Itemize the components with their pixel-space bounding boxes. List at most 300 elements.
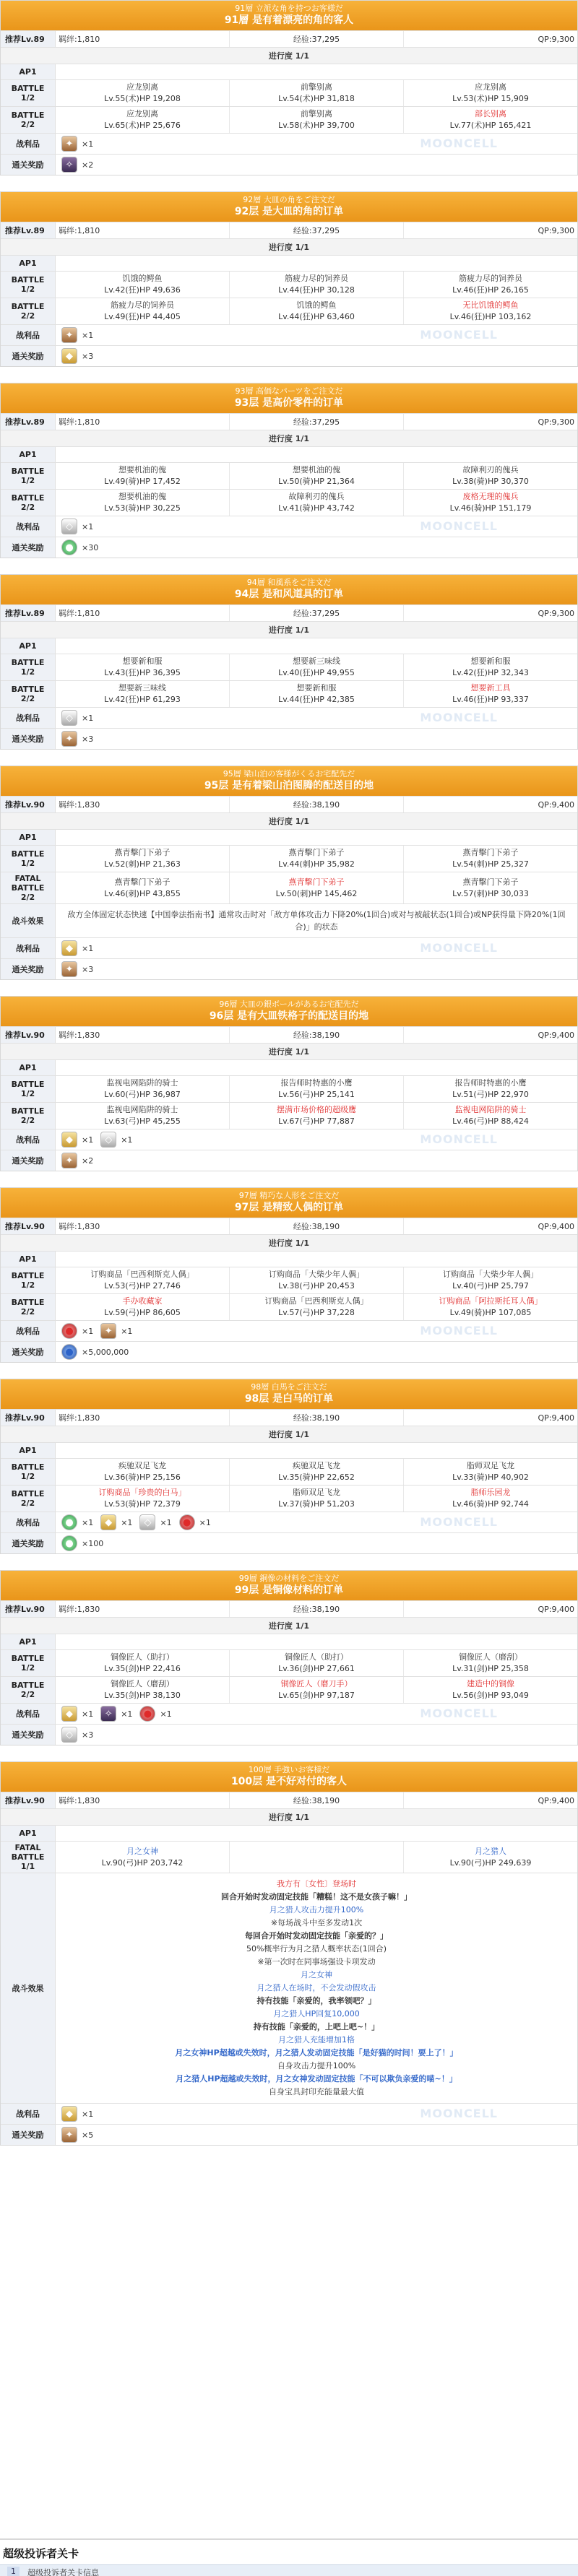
item-quantity: ×1 bbox=[121, 1135, 133, 1145]
drop-label: 战利品 bbox=[1, 325, 56, 345]
enemy-name: 筋疲力尽的饲养员 bbox=[111, 300, 174, 310]
battle-row bbox=[1, 489, 577, 516]
skill-line: 月之猎人HP超越或失效时，月之女神发动固定技能「不可以欺负亲爱的喵~！」 bbox=[176, 2074, 457, 2083]
item-icon[interactable]: ◇ bbox=[100, 1132, 116, 1148]
item-icon[interactable]: ✧ bbox=[61, 157, 77, 173]
enemy-cell[interactable] bbox=[404, 490, 577, 516]
skill-line: 月之猎人攻击力提升100% bbox=[269, 1905, 364, 1914]
floor-header bbox=[1, 575, 577, 604]
floor-title-cn: 96层 是有大皿铁格子的配送目的地 bbox=[209, 1010, 369, 1022]
enemy-cell[interactable] bbox=[230, 1076, 404, 1102]
enemy-name: 想要新和服 bbox=[470, 656, 511, 666]
enemy-stats: Lv.63(弓)HP 45,255 bbox=[104, 1116, 181, 1126]
battle-label bbox=[1, 107, 56, 133]
enemy-cell[interactable] bbox=[404, 107, 577, 133]
enemy-stats: Lv.35(剑)HP 22,416 bbox=[104, 1664, 181, 1673]
enemy-cell[interactable] bbox=[56, 1459, 230, 1485]
item-quantity: ×1 bbox=[82, 943, 94, 953]
enemy-cell[interactable] bbox=[404, 1650, 577, 1676]
ap-label: AP1 bbox=[1, 1060, 56, 1075]
enemy-name: 燕青擊门下弟子 bbox=[288, 848, 345, 857]
item-quantity: ×1 bbox=[82, 1517, 94, 1527]
enemy-cells bbox=[56, 107, 577, 133]
enemy-cell[interactable] bbox=[230, 1650, 404, 1676]
info-row bbox=[1, 1218, 577, 1234]
drop-row bbox=[1, 937, 577, 958]
enemy-stats: Lv.46(狂)HP 103,162 bbox=[449, 312, 532, 321]
enemy-stats: Lv.51(弓)HP 22,970 bbox=[452, 1090, 529, 1099]
bond-value: 羁绊:1,830 bbox=[56, 797, 230, 812]
drop-items bbox=[56, 1321, 577, 1341]
item-quantity: ×1 bbox=[82, 2109, 94, 2119]
progress-text: 进行度 1/1 bbox=[1, 813, 577, 829]
enemy-cell[interactable] bbox=[230, 654, 404, 680]
battle-wave: 2/2 bbox=[20, 1307, 35, 1317]
ap-row bbox=[1, 446, 577, 462]
progress-text: 进行度 1/1 bbox=[1, 1235, 577, 1251]
battle-wave: 2/2 bbox=[20, 503, 35, 512]
enemy-cells bbox=[56, 1486, 577, 1512]
clear-label: 通关奖励 bbox=[1, 1150, 56, 1171]
enemy-cell[interactable] bbox=[56, 872, 230, 903]
enemy-cell[interactable] bbox=[56, 298, 230, 324]
clear-row bbox=[1, 1341, 577, 1362]
ap-label: AP1 bbox=[1, 1634, 56, 1649]
enemy-cell[interactable] bbox=[230, 846, 404, 872]
enemy-cell[interactable] bbox=[230, 107, 404, 133]
floor-title-jp: 93層 高価なパーツをご注文だ bbox=[235, 386, 343, 396]
enemy-stats: Lv.49(狂)HP 44,405 bbox=[104, 312, 181, 321]
enemy-cell[interactable] bbox=[404, 1103, 577, 1129]
drop-row bbox=[1, 1129, 577, 1150]
enemy-stats: Lv.31(剑)HP 25,358 bbox=[452, 1664, 529, 1673]
enemy-stats: Lv.36(骑)HP 25,156 bbox=[104, 1473, 181, 1482]
enemy-stats: Lv.36(剑)HP 27,661 bbox=[278, 1664, 355, 1673]
battle-row bbox=[1, 271, 577, 298]
drop-label: 战利品 bbox=[1, 708, 56, 728]
enemy-cell[interactable] bbox=[404, 1267, 577, 1293]
clear-label: 通关奖励 bbox=[1, 1533, 56, 1553]
item-quantity: ×5 bbox=[82, 2130, 94, 2140]
exp-value: 经验:37,295 bbox=[230, 31, 404, 47]
enemy-stats: Lv.50(骑)HP 21,364 bbox=[278, 477, 355, 486]
enemy-cell[interactable] bbox=[230, 80, 404, 106]
enemy-stats: Lv.46(刺)HP 43,855 bbox=[104, 888, 181, 898]
drop-label: 战利品 bbox=[1, 1512, 56, 1532]
enemy-stats: Lv.41(骑)HP 43,742 bbox=[278, 503, 355, 513]
ap-cells bbox=[56, 1634, 577, 1649]
battle-row bbox=[1, 845, 577, 872]
skill-line: 月之女神 bbox=[301, 1970, 332, 1979]
item-icon[interactable]: ◇ bbox=[139, 1514, 155, 1530]
enemy-cell[interactable] bbox=[230, 463, 404, 489]
next-section-num: 1 bbox=[7, 2567, 20, 2576]
enemy-cell[interactable] bbox=[230, 1294, 404, 1320]
floor-section bbox=[0, 766, 578, 980]
recommended-level: 推荐Lv.89 bbox=[1, 414, 56, 430]
item-icon[interactable]: ◆ bbox=[61, 348, 77, 364]
item-icon[interactable]: ✦ bbox=[61, 961, 77, 977]
item-icon[interactable]: ✦ bbox=[61, 2127, 77, 2143]
enemy-stats: Lv.57(弓)HP 37,228 bbox=[278, 1308, 355, 1317]
drop-row bbox=[1, 707, 577, 728]
ap-cells bbox=[56, 447, 577, 462]
enemy-name: 想要新和服 bbox=[296, 683, 337, 693]
item-icon[interactable]: ◆ bbox=[61, 1132, 77, 1148]
skill-line: 自身攻击力提升100% bbox=[277, 2061, 356, 2070]
clear-label: 通关奖励 bbox=[1, 729, 56, 749]
enemy-stats: Lv.53(术)HP 15,909 bbox=[452, 94, 529, 103]
enemy-cell[interactable] bbox=[56, 1103, 230, 1129]
item-icon[interactable]: ✦ bbox=[61, 1153, 77, 1168]
floor-header bbox=[1, 1379, 577, 1409]
floor-section bbox=[0, 1761, 578, 2146]
enemy-cells bbox=[56, 463, 577, 489]
enemy-cells bbox=[56, 1459, 577, 1485]
item-quantity: ×2 bbox=[82, 1155, 94, 1166]
enemy-name: 月之女神 bbox=[126, 1846, 158, 1856]
enemy-cell[interactable] bbox=[230, 681, 404, 707]
skill-line: 回合开始时发动固定技能「糟糕！这不是女孩子嘛！」 bbox=[221, 1892, 412, 1901]
enemy-stats: Lv.42(狂)HP 61,293 bbox=[104, 695, 181, 704]
info-cells bbox=[56, 605, 577, 621]
drop-label: 战利品 bbox=[1, 2104, 56, 2124]
mooncell-watermark: MOONCELL bbox=[420, 328, 498, 342]
qp-value: QP:9,400 bbox=[538, 1413, 574, 1423]
battle-wave: 1/2 bbox=[20, 285, 35, 294]
battle-row bbox=[1, 872, 577, 903]
enemy-name: 想要机油的傀 bbox=[118, 465, 166, 474]
drop-items bbox=[56, 1704, 577, 1724]
battle-row bbox=[1, 79, 577, 106]
info-cells bbox=[56, 1601, 577, 1617]
clear-row bbox=[1, 728, 577, 749]
floor-section bbox=[0, 1187, 578, 1363]
enemy-stats: Lv.56(剑)HP 93,049 bbox=[452, 1691, 529, 1700]
enemy-cells bbox=[56, 1650, 577, 1676]
skill-row bbox=[1, 1873, 577, 2103]
battle-label bbox=[1, 1486, 56, 1512]
enemy-cell[interactable] bbox=[404, 1677, 577, 1703]
item-icon[interactable]: ● bbox=[61, 1514, 77, 1530]
enemy-stats: Lv.44(刺)HP 35,982 bbox=[278, 859, 355, 869]
enemy-cell[interactable] bbox=[56, 1842, 230, 1873]
item-icon[interactable]: ◇ bbox=[61, 1727, 77, 1743]
info-cells bbox=[56, 414, 577, 430]
clear-label: 通关奖励 bbox=[1, 155, 56, 175]
enemy-cell[interactable] bbox=[56, 107, 230, 133]
item-quantity: ×1 bbox=[82, 1709, 94, 1719]
ap-cells bbox=[56, 1060, 577, 1075]
clear-label: 通关奖励 bbox=[1, 2125, 56, 2145]
drop-row bbox=[1, 1512, 577, 1532]
item-icon[interactable]: ◆ bbox=[100, 1514, 116, 1530]
ap-cells bbox=[56, 1826, 577, 1841]
enemy-stats: Lv.44(狂)HP 63,460 bbox=[278, 312, 355, 321]
clear-items bbox=[56, 1342, 577, 1362]
item-icon[interactable]: ◆ bbox=[61, 940, 77, 956]
item-icon[interactable]: ● bbox=[61, 1344, 77, 1360]
enemy-name: 订购商品「大柴少年人偶」 bbox=[443, 1270, 538, 1279]
enemy-cell[interactable] bbox=[404, 80, 577, 106]
battle-row bbox=[1, 106, 577, 133]
floor-title-jp: 91層 立派な角を持つお客様だ bbox=[235, 4, 343, 13]
enemy-name: 脂师双足飞龙 bbox=[467, 1461, 514, 1470]
enemy-stats: Lv.35(剑)HP 38,130 bbox=[104, 1691, 181, 1700]
info-row bbox=[1, 796, 577, 812]
clear-label: 通关奖励 bbox=[1, 346, 56, 366]
battle-wave: 1/2 bbox=[20, 1089, 35, 1098]
enemy-name: 订购商品「巴西利斯克人偶」 bbox=[90, 1270, 194, 1279]
skill-line: 持有技能「亲爱的，我率领吧？」 bbox=[256, 1996, 376, 2005]
battle-type: BATTLE bbox=[11, 1080, 45, 1089]
enemy-cell[interactable] bbox=[56, 1294, 230, 1320]
progress-row bbox=[1, 1617, 577, 1634]
enemy-cell[interactable] bbox=[404, 463, 577, 489]
battle-wave: 2/2 bbox=[20, 1116, 35, 1125]
battle-type: BATTLE bbox=[11, 110, 45, 120]
floor-title-cn: 93层 是高价零件的订单 bbox=[234, 397, 344, 409]
item-icon[interactable]: ✦ bbox=[61, 327, 77, 343]
enemy-name: 订购商品「大柴少年人偶」 bbox=[269, 1270, 364, 1279]
battle-type: BATTLE bbox=[11, 1271, 45, 1280]
enemy-cell[interactable] bbox=[230, 1103, 404, 1129]
enemy-cell[interactable] bbox=[404, 872, 577, 903]
info-cells bbox=[56, 797, 577, 812]
enemy-cell[interactable] bbox=[404, 846, 577, 872]
enemy-cell[interactable] bbox=[56, 80, 230, 106]
battle-wave: 1/2 bbox=[20, 667, 35, 677]
item-icon[interactable]: ✦ bbox=[61, 731, 77, 747]
floor-title-cn: 98层 是白马的订单 bbox=[244, 1393, 334, 1405]
enemy-stats: Lv.46(骑)HP 151,179 bbox=[449, 503, 532, 513]
item-icon[interactable]: ◆ bbox=[61, 1706, 77, 1722]
exp-value: 经验:38,190 bbox=[230, 1410, 404, 1426]
enemy-cell[interactable] bbox=[404, 272, 577, 298]
clear-row bbox=[1, 537, 577, 558]
enemy-name: 想要机油的傀 bbox=[118, 492, 166, 501]
ap-label: AP1 bbox=[1, 1443, 56, 1458]
enemy-cell[interactable] bbox=[404, 1076, 577, 1102]
enemy-cell[interactable] bbox=[56, 1650, 230, 1676]
item-icon[interactable]: ● bbox=[61, 539, 77, 555]
battle-row bbox=[1, 1458, 577, 1485]
drop-items bbox=[56, 708, 577, 728]
enemy-cell[interactable] bbox=[404, 298, 577, 324]
battle-row bbox=[1, 1267, 577, 1293]
enemy-cell[interactable] bbox=[56, 681, 230, 707]
item-quantity: ×100 bbox=[82, 1538, 104, 1548]
ap-cells bbox=[56, 638, 577, 654]
enemy-stats: Lv.65(术)HP 25,676 bbox=[104, 121, 181, 130]
clear-label: 通关奖励 bbox=[1, 1342, 56, 1362]
battle-row bbox=[1, 1075, 577, 1102]
enemy-cell[interactable] bbox=[230, 1486, 404, 1512]
enemy-cells bbox=[56, 272, 577, 298]
drop-items bbox=[56, 1129, 577, 1150]
clear-label: 通关奖励 bbox=[1, 537, 56, 558]
skill-line: 月之女神HP超越或失效时，月之猎人发动固定技能「是好猫的时间！要上了！」 bbox=[175, 2048, 458, 2057]
battle-wave: 1/2 bbox=[20, 859, 35, 868]
enemy-name: 监视电网陷阱的骑士 bbox=[106, 1105, 178, 1114]
enemy-cell[interactable] bbox=[230, 490, 404, 516]
progress-row bbox=[1, 1426, 577, 1442]
bond-value: 羁绊:1,830 bbox=[56, 1027, 230, 1043]
enemy-cell[interactable] bbox=[404, 1842, 577, 1873]
enemy-cell[interactable] bbox=[230, 272, 404, 298]
enemy-stats: Lv.52(刺)HP 21,363 bbox=[104, 859, 181, 869]
enemy-cell[interactable] bbox=[230, 1677, 404, 1703]
item-quantity: ×1 bbox=[121, 1326, 133, 1336]
info-row bbox=[1, 222, 577, 238]
skill-line: 每回合开始时发动固定技能「亲爱的？」 bbox=[245, 1931, 388, 1940]
floor-header bbox=[1, 1, 577, 30]
enemy-cell[interactable] bbox=[56, 1076, 230, 1102]
enemy-cell[interactable] bbox=[404, 1294, 577, 1320]
item-icon[interactable]: ✧ bbox=[100, 1706, 116, 1722]
item-icon[interactable]: ◇ bbox=[61, 710, 77, 726]
floor-header bbox=[1, 383, 577, 413]
enemy-cells bbox=[56, 1267, 577, 1293]
clear-row bbox=[1, 1724, 577, 1745]
clear-row bbox=[1, 154, 577, 175]
item-icon[interactable]: ✦ bbox=[61, 136, 77, 152]
enemy-cells bbox=[56, 80, 577, 106]
enemy-cell[interactable] bbox=[56, 490, 230, 516]
exp-value: 经验:37,295 bbox=[230, 414, 404, 430]
enemy-cell[interactable] bbox=[230, 1267, 404, 1293]
ap-row bbox=[1, 1442, 577, 1458]
item-icon[interactable]: ● bbox=[61, 1535, 77, 1551]
bond-value: 羁绊:1,810 bbox=[56, 31, 230, 47]
qp-value: QP:9,400 bbox=[538, 1221, 574, 1231]
recommended-level: 推荐Lv.89 bbox=[1, 222, 56, 238]
ap-label: AP1 bbox=[1, 1252, 56, 1267]
battle-type: BATTLE bbox=[11, 685, 45, 694]
battle-type: BATTLE bbox=[11, 1654, 45, 1663]
enemy-name: 饥饿的鳄鱼 bbox=[296, 300, 337, 310]
item-quantity: ×30 bbox=[82, 542, 99, 552]
floor-section bbox=[0, 191, 578, 367]
enemy-stats: Lv.44(狂)HP 42,385 bbox=[278, 695, 355, 704]
item-quantity: ×1 bbox=[121, 1517, 133, 1527]
item-icon[interactable]: ✦ bbox=[100, 1323, 116, 1339]
battle-label bbox=[1, 298, 56, 324]
enemy-cell[interactable] bbox=[404, 681, 577, 707]
progress-row bbox=[1, 1234, 577, 1251]
floor-title-jp: 92層 大皿の角をご注文だ bbox=[243, 195, 335, 204]
skill-line: 我方有〔女性〕登场时 bbox=[277, 1879, 356, 1888]
enemy-cell[interactable] bbox=[56, 463, 230, 489]
clear-row bbox=[1, 958, 577, 979]
enemy-cells bbox=[56, 654, 577, 680]
drop-label: 战利品 bbox=[1, 134, 56, 154]
battle-row bbox=[1, 462, 577, 489]
floor-title-cn: 97层 是精致人偶的订单 bbox=[234, 1202, 344, 1213]
enemy-cells bbox=[56, 490, 577, 516]
clear-items bbox=[56, 2125, 577, 2145]
recommended-level: 推荐Lv.89 bbox=[1, 31, 56, 47]
info-row bbox=[1, 1026, 577, 1043]
floor-header bbox=[1, 997, 577, 1026]
enemy-cell[interactable] bbox=[56, 654, 230, 680]
ap-row bbox=[1, 1634, 577, 1649]
item-icon[interactable]: ◇ bbox=[61, 519, 77, 534]
enemy-cell[interactable] bbox=[404, 654, 577, 680]
next-section-tab[interactable] bbox=[0, 2564, 578, 2576]
battle-wave: 2/2 bbox=[20, 311, 35, 321]
item-quantity: ×3 bbox=[82, 964, 94, 974]
floor-header bbox=[1, 766, 577, 796]
enemy-name: 铜像匠人（助打） bbox=[111, 1652, 174, 1662]
battle-type: BATTLE bbox=[11, 493, 45, 503]
floor-section bbox=[0, 383, 578, 558]
enemy-stats: Lv.37(骑)HP 51,203 bbox=[278, 1499, 355, 1509]
skill-list bbox=[56, 1873, 577, 2103]
skill-line: 月之猎人充能增加1格 bbox=[278, 2035, 355, 2044]
enemy-cell[interactable] bbox=[56, 846, 230, 872]
enemy-cell[interactable] bbox=[56, 272, 230, 298]
clear-row bbox=[1, 2124, 577, 2145]
enemy-name: 脂师乐园龙 bbox=[470, 1488, 511, 1497]
effect-label: 战斗效果 bbox=[1, 904, 56, 937]
enemy-stats: Lv.38(骑)HP 30,370 bbox=[452, 477, 529, 486]
clear-items bbox=[56, 155, 577, 175]
qp-value: QP:9,400 bbox=[538, 1604, 574, 1614]
enemy-stats: Lv.53(骑)HP 30,225 bbox=[104, 503, 181, 513]
mooncell-watermark: MOONCELL bbox=[420, 1515, 498, 1529]
enemy-cell[interactable] bbox=[230, 298, 404, 324]
enemy-stats: Lv.60(弓)HP 36,987 bbox=[104, 1090, 181, 1099]
enemy-name: 疾驰双足飞龙 bbox=[118, 1461, 166, 1470]
item-icon[interactable]: ● bbox=[179, 1514, 195, 1530]
enemy-cell[interactable] bbox=[404, 1459, 577, 1485]
skill-line: 持有技能「亲爱的，上吧上吧~！」 bbox=[253, 2022, 380, 2031]
enemy-cell[interactable] bbox=[230, 1459, 404, 1485]
enemy-cell[interactable] bbox=[230, 872, 404, 903]
enemy-name: 燕青擊门下弟子 bbox=[462, 848, 519, 857]
info-row bbox=[1, 1792, 577, 1808]
enemy-cell[interactable] bbox=[56, 1267, 230, 1293]
ap-cells bbox=[56, 256, 577, 271]
item-icon[interactable]: ● bbox=[61, 1323, 77, 1339]
battle-label bbox=[1, 1459, 56, 1485]
item-icon[interactable]: ◆ bbox=[61, 2106, 77, 2122]
enemy-cell[interactable] bbox=[56, 1486, 230, 1512]
clear-items bbox=[56, 1725, 577, 1745]
battle-type: BATTLE bbox=[11, 84, 45, 93]
battle-type: BATTLE bbox=[11, 302, 45, 311]
enemy-cell[interactable] bbox=[56, 1677, 230, 1703]
clear-items bbox=[56, 537, 577, 558]
qp-value: QP:9,400 bbox=[538, 1030, 574, 1040]
floor-header bbox=[1, 1762, 577, 1792]
battle-row bbox=[1, 1102, 577, 1129]
next-section-text: 超级投诉者关卡信息 bbox=[27, 2568, 99, 2576]
item-icon[interactable]: ● bbox=[139, 1706, 155, 1722]
ap-cells bbox=[56, 1252, 577, 1267]
enemy-cell[interactable] bbox=[404, 1486, 577, 1512]
enemy-stats: Lv.40(弓)HP 25,797 bbox=[452, 1281, 529, 1291]
ap-label: AP1 bbox=[1, 638, 56, 654]
floor-section bbox=[0, 1379, 578, 1554]
progress-text: 进行度 1/1 bbox=[1, 430, 577, 446]
recommended-level: 推荐Lv.90 bbox=[1, 1792, 56, 1808]
item-quantity: ×1 bbox=[160, 1517, 172, 1527]
enemy-cell[interactable] bbox=[230, 1842, 404, 1873]
enemy-stats: Lv.53(骑)HP 72,379 bbox=[104, 1499, 181, 1509]
mooncell-watermark: MOONCELL bbox=[420, 711, 498, 724]
